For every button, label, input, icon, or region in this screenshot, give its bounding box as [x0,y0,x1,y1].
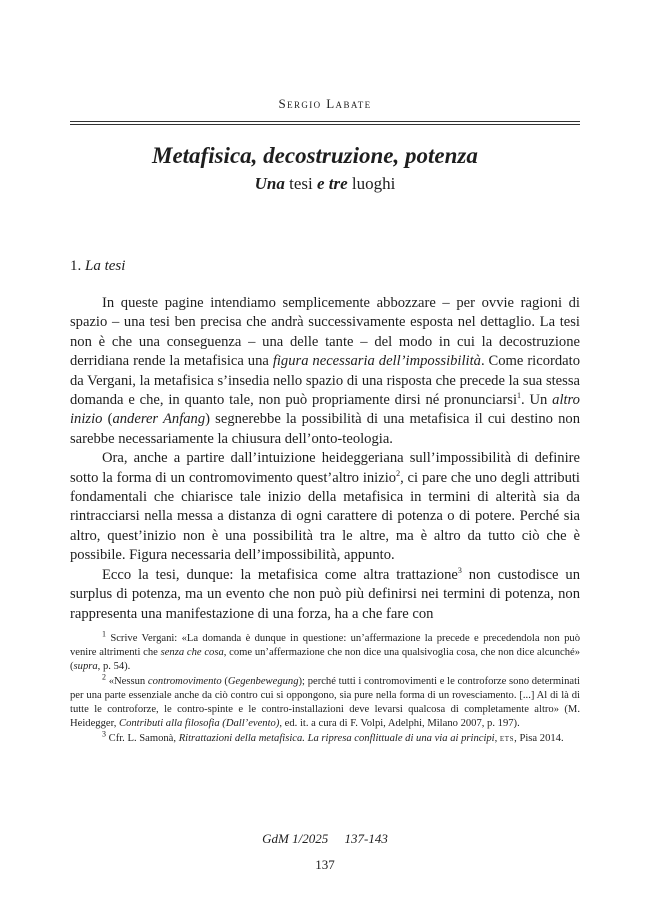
footnote-ref-3[interactable]: 3 [457,565,462,575]
body-text [70,294,580,624]
text-run: «Nessun [106,676,148,687]
section-number: 1. [70,258,85,274]
text-run-italic: supra [73,661,98,672]
text-run: , [494,733,500,744]
subtitle-part-1: Una [254,174,285,193]
running-head-author: Sergio Labate [278,96,372,111]
text-run: In queste pagine intendiamo semplicemente abbozzare – per ovvie ragioni di spazio – una tesi ben precisa che andrà successivamente esposta nel dettaglio. La tesi non è che una conseguenza – una delle tante – del modo in cui la decostruzione derridiana rende la metafisica una [70,295,580,370]
paragraph-3 [70,566,580,624]
text-run-italic: senza che cosa [160,647,224,658]
subtitle-part-3: e tre [316,174,348,193]
text-run: , ed. it. a cura di F. Volpi, Adelphi, Milano 2007, p. 197). [279,718,520,729]
text-run: ) segnerebbe la possibilità di una metafisica il cui destino non sarebbe necessariamente la chiusura dell’onto-teologia. [70,411,580,447]
text-run: ( [221,676,228,687]
footnote-number: 1 [102,629,106,639]
paragraph-2 [70,449,580,565]
footnotes [70,629,580,747]
text-run: , p. 54). [97,661,131,672]
footnote-ref-1[interactable]: 1 [517,391,521,401]
section-heading [70,258,125,275]
text-run: , ci pare che uno degli attributi fondamentali che chiarisce tale inizio della metafisica in termini di alterità sia da rintracciarsi nella messa a distanza di ogni carattere di potenza o di potere. Perché sia altro, quest’inizio non è una possibilità tra le altre, ma è altro da tutto ciò che è possibile. Figura necessaria dell’impossibilità, appunto. [70,469,580,564]
journal-citation: GdM 1/2025 137-143 [262,831,388,846]
text-run-italic: Ritrattazioni della metafisica. La ripresa conflittuale di una via ai principi [178,733,495,744]
text-run-italic: altro inizio [70,392,580,428]
section-label: La tesi [85,258,126,274]
paragraph-1 [70,294,580,449]
text-run: non custodisce un surplus di potenza, ma un evento che non può più definirsi nei termini di potenza, non rappresenta una manifestazione di una forza, ha a che fare con [70,566,580,622]
page-number: 137 [315,857,335,872]
text-run: . Un [521,392,553,409]
footnote-1 [70,629,580,674]
text-run-italic: figura necessaria dell’impossibilità [272,353,481,370]
text-run: . Come ricordato da Vergani, la metafisica s’insedia nello spazio di una risposta che precede la sua stessa domanda e che, in quanto tale, non può propriamente dirsi né pronunciarsi [70,353,580,409]
text-run-smallcaps: ets [499,733,515,744]
text-run: Scrive Vergani: «La domanda è dunque in questione: un’affermazione la precede e precedendola non può venire altrimenti che [70,633,580,658]
text-run: , Pisa 2014. [514,733,564,744]
footnote-3 [70,729,580,746]
footnote-number: 3 [102,729,106,739]
text-run: ( [102,411,113,428]
text-run-italic: Contributi alla filosofia (Dall’evento) [119,718,280,729]
subtitle-part-2: tesi [284,174,317,193]
subtitle-part-4: luoghi [347,174,396,193]
text-run-italic: Gegenbewegung [227,676,299,687]
text-run-italic: contromovimento [147,676,222,687]
article-subtitle [0,174,650,194]
footnote-ref-2[interactable]: 2 [396,468,401,478]
footnote-number: 2 [102,672,106,682]
header-rule-top [70,121,580,122]
header-rule-bottom [70,124,580,125]
text-run: ); perché tutti i contromovimenti e le controforze sono determinati per una parte essenziale anche da ciò contro cui si oppongono, sia pure nella forma di un rovesciamento. [...] Al di là di tutte le controforze, le contro-spinte e le contro-installazioni deve levarsi qualcosa di completamente altro» (M. Heidegger, [70,676,580,729]
footnote-2 [70,672,580,731]
text-run: Ora, anche a partire dall’intuizione heideggeriana sull’impossibilità di definire sotto la forma di un contromovimento quest’altro inizio [70,450,580,486]
text-run: Ecco la tesi, dunque: la metafisica come altra trattazione [102,566,458,583]
text-run-italic: anderer Anfang [112,411,206,428]
text-run: Cfr. L. Samonà, [106,733,179,744]
article-title: Metafisica, decostruzione, potenza [152,143,478,168]
text-run: , come un’affermazione che non dice una qualsivoglia cosa, che non dice alcunché» ( [70,647,580,672]
